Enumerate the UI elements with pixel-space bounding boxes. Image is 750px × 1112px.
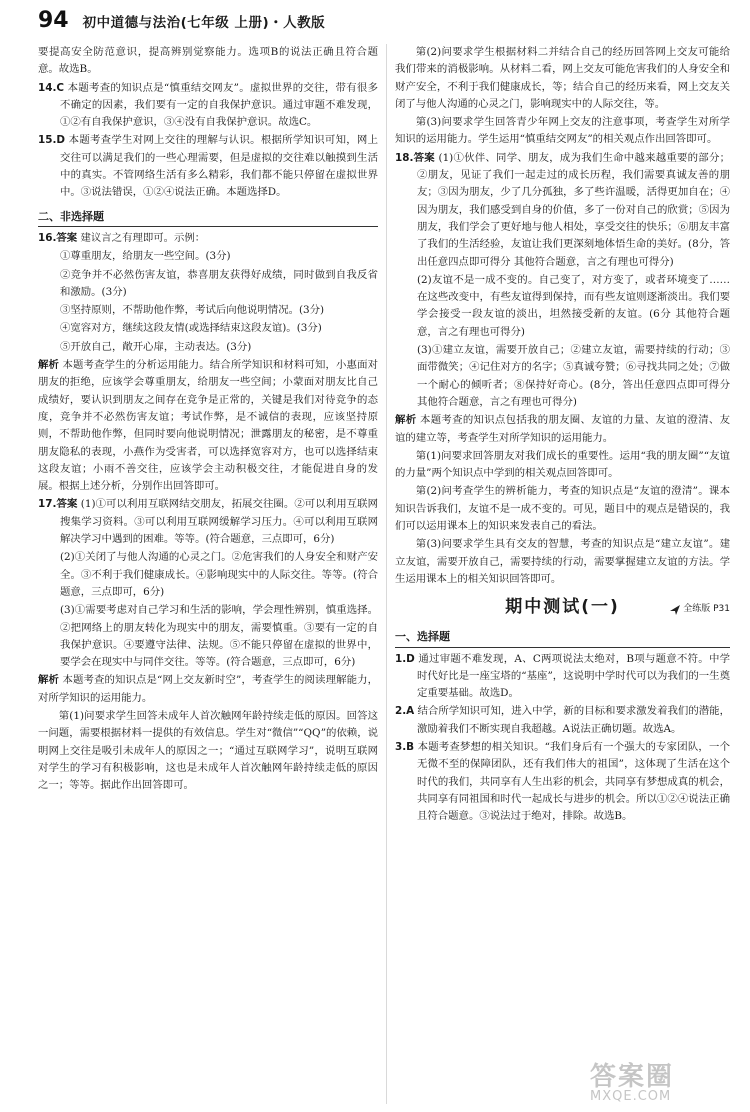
analysis-paragraph [38, 672, 378, 707]
text-paragraph [395, 483, 730, 535]
book-title: 初中道德与法治(七年级 上册)・人教版 [82, 15, 326, 31]
column-divider [386, 44, 387, 1104]
arrow-icon [670, 605, 680, 615]
page-number: 94 [38, 8, 69, 33]
text-paragraph [38, 302, 378, 319]
item-label: 15.D [38, 134, 66, 147]
item-text: 本题考查学生对网上交往的理解与认识。根据所学知识可知，网上交往可以满足我们的一些心理需要，但是虚拟的交往难以触摸到生活中的真实。不管网络生活有多么精彩，我们都不能只停留在虚拟世界中。③说法错误，①②④说法正确。本题选择D。 [60, 134, 378, 199]
watermark-url: MXQE.COM [590, 1089, 672, 1104]
item-text: ①尊重朋友，给朋友一些空间。(3分) [60, 250, 231, 263]
item-label: 解析 [38, 359, 60, 372]
item-text: 第(3)问要求学生具有交友的智慧，考查的知识点是“建立友谊”。建立友谊，需要开放自己，需要持续的行动，需要掌握建立友谊的方法。学生运用课本上的相关知识回答即可。 [395, 538, 730, 585]
exam-title-row [395, 592, 730, 622]
item-text: ④宽容对方，继续这段友情(或选择结束这段友谊)。(3分) [60, 322, 322, 335]
answer-item [395, 651, 730, 703]
text-paragraph [395, 536, 730, 588]
answer-item [395, 703, 730, 738]
text-paragraph [38, 339, 378, 356]
item-text: 本题考查学生的分析运用能力。结合所学知识和材料可知，小惠面对朋友的拒绝，应该学会尊重朋友，给朋友一些空间；小蒙面对朋友比自己成绩好，要认识到朋友之间存在竞争是正常的，关键是我们对待竞争的态度，竞争并不必然伤害友谊；考试作弊，是不诚信的表现，应该坚持原则，不帮助他作弊，但同时要向他说明情况；泄露朋友的秘密，是不尊重朋友隐私的表现，小燕作为受害者，可以选择宽容对方，也可以选择结束这段友谊；小雨不善交往，应该学会主动积极交往，才能促进自身的发展。根据上述分析，分别作出回答即可。 [38, 359, 378, 493]
item-text: 建议言之有理即可。示例： [77, 231, 206, 244]
item-text: 结合所学知识可知，进入中学，新的目标和要求激发着我们的潜能，激励着我们不断实现自我超越。A说法正确切题。故选A。 [414, 705, 730, 735]
answer-item [38, 496, 378, 548]
text-paragraph [395, 114, 730, 149]
item-label: 解析 [38, 674, 60, 687]
item-text: 第(1)问要求回答朋友对我们成长的重要性。运用“我的朋友圈”“友谊的力量”两个知识点中学到的相关观点回答即可。 [395, 449, 730, 480]
item-text: (1)①可以利用互联网结交朋友，拓展交往圈。②可以利用互联网搜集学习资料。③可以利用互联网缓解学习压力。④可以利用互联网解决学习中遇到的困难。等等。(符合题意，三点即可，6分) [60, 498, 378, 546]
item-text: (2)友谊不是一成不变的。自己变了，对方变了，或者环境变了……在这些改变中，有些友谊得到保持，而有些友谊则逐渐淡出。我们要学会接受一段友谊的淡出，坦然接受新的友谊。(6分 其他符合题意，言之有理也可得分) [417, 273, 730, 338]
item-text: (3)①需要考虑对自己学习和生活的影响，学会理性辨别，慎重选择。②把网络上的朋友转化为现实中的朋友，需要慎重。③要有一定的自我保护意识。④要遵守法律、法规。⑤不能只停留在虚拟的世界中，要学会在现实中与同伴交往。等等。(符合题意，三点即可，6分) [60, 604, 378, 669]
answer-item [395, 739, 730, 825]
watermark-text: 答案圈 [590, 1062, 675, 1092]
item-text: 第(1)问要求学生回答未成年人首次触网年龄持续走低的原因。回答这一问题，需要根据材料一提供的有效信息。学生对“微信”“QQ”的依赖，说明网上交往是吸引未成年人的原因之一；“通过互联网学习”，说明互联网对学生的学习有积极影响，这也是未成年人首次触网年龄持续走低的原因之一；等等。据此作出回答即可。 [38, 709, 378, 792]
answer-item [38, 230, 378, 247]
item-text: (2)①关闭了与他人沟通的心灵之门。②危害我们的人身安全和财产安全。③不利于我们健康成长。④影响现实中的人际交往。等等。(符合题意，三点即可，6分) [60, 551, 378, 598]
left-column [38, 44, 378, 795]
text-paragraph [395, 44, 730, 113]
item-text: 第(2)问要求学生根据材料二并结合自己的经历回答网上交友可能给我们带来的消极影响。从材料二看，网上交友可能危害我们的人身安全和财产安全，不利于我们健康成长，等；结合自己的经历来看，网上交友关闭了与他人沟通的心灵之门，影响现实中的人际交往，等。 [395, 46, 730, 110]
page-header [38, 8, 718, 38]
text-paragraph [395, 342, 730, 411]
exam-reference [670, 601, 730, 618]
analysis-paragraph [38, 357, 378, 495]
text-paragraph [38, 267, 378, 302]
item-text: (1)①伙伴、同学、朋友，成为我们生命中越来越重要的部分；②朋友，见证了我们一起走过的成长历程，我们需要真诚友善的朋友；③因为朋友，少了几分孤独，多了些许温暖，活得更加自在；④因为朋友，我们感受到自身的价值，多了一份对自己的欣赏；⑤因为朋友，我们学会了更好地与他人相处，享受交往的快乐；⑥朋友丰富了我们的生活经验，友谊让我们更深刻地体悟生命的美好。(8分，答出任意四点即可得分 其他符合题意，言之有理也可得分) [417, 151, 730, 268]
section-heading: 二、非选择题 [38, 208, 378, 227]
item-text: 通过审题不难发现，A、C两项说法太绝对，B项与题意不符。中学时代好比是一座宝塔的“基座”，这说明中学时代可以为我们的一生奠定重要基础。故选D。 [414, 652, 730, 700]
item-label: 14.C [38, 81, 65, 94]
item-text: 本题考查的知识点是“慎重结交网友”。虚拟世界的交往，带有很多不确定的因素，我们要有一定的自我保护意识。通过审题不难发现，①②有自我保护意识，③④没有自我保护意识。故选C。 [60, 81, 378, 129]
text-paragraph [395, 272, 730, 341]
text-paragraph [38, 708, 378, 794]
text-paragraph [38, 549, 378, 601]
section-heading: 一、选择题 [395, 628, 730, 647]
analysis-paragraph [395, 412, 730, 447]
item-text: ②竞争并不必然伤害友谊，恭喜朋友获得好成绩，同时做到自我反省和激励。(3分) [60, 268, 378, 298]
item-text: ⑤开放自己，敞开心扉，主动表达。(3分) [60, 340, 252, 353]
text-paragraph [38, 44, 378, 79]
item-text: 第(3)问要求学生回答青少年网上交友的注意事项，考查学生对所学知识的运用能力。学生运用“慎重结交网友”的相关观点作出回答即可。 [395, 116, 730, 146]
item-text: 要提高安全防范意识，提高辨别觉察能力。选项B的说法正确且符合题意。故选B。 [38, 46, 378, 76]
text-paragraph [38, 602, 378, 671]
item-label: 18.答案 [395, 151, 435, 164]
item-label: 2.A [395, 705, 415, 718]
item-text: ③坚持原则，不帮助他作弊，考试后向他说明情况。(3分) [60, 304, 325, 317]
item-label: 16.答案 [38, 231, 78, 244]
answer-item [38, 132, 378, 201]
exam-title: 期中测试(一) [505, 596, 620, 617]
text-paragraph [38, 248, 378, 265]
answer-item [38, 80, 378, 132]
exam-reference-text: 全练版 P31 [683, 604, 730, 615]
item-label: 17.答案 [38, 498, 78, 511]
item-text: 本题考查梦想的相关知识。“我们身后有一个强大的专家团队，一个无微不至的保障团队，还有我们伟大的祖国”，这体现了生活在这个时代的我们，共同享有人生出彩的机会，共同享有梦想成真的机会，共同享有同祖国和时代一起成长与进步的机会。所以①②④说法正确且符合题意。③说法过于绝对，排除。故选B。 [414, 740, 730, 823]
item-text: 本题考查的知识点是“网上交友新时空”，考查学生的阅读理解能力，对所学知识的运用能力。 [38, 674, 378, 704]
watermark [590, 1056, 740, 1106]
item-label: 1.D [395, 652, 415, 665]
item-text: 本题考查的知识点包括我的朋友圈、友谊的力量、友谊的澄清、友谊的建立等，考查学生对所学知识的运用能力。 [395, 414, 730, 444]
item-text: (3)①建立友谊，需要开放自己；②建立友谊，需要持续的行动；③面带微笑；④记住对方的名字；⑤真诚夸赞；⑥寻找共同之处；⑦做一个耐心的倾听者；⑧保持好奇心。(8分，答出任意四点即可得分 其他符合题意，言之有理也可得分) [417, 344, 730, 408]
text-paragraph [38, 320, 378, 337]
text-paragraph [395, 448, 730, 483]
item-label: 3.B [395, 740, 415, 753]
item-text: 第(2)问考查学生的辨析能力，考查的知识点是“友谊的澄清”。课本知识告诉我们，友谊不是一成不变的。可见，题目中的观点是错误的，我们可以运用课本上的知识来发表自己的看法。 [395, 485, 730, 533]
item-label: 解析 [395, 414, 417, 427]
right-column [395, 44, 730, 826]
answer-item [395, 150, 730, 271]
